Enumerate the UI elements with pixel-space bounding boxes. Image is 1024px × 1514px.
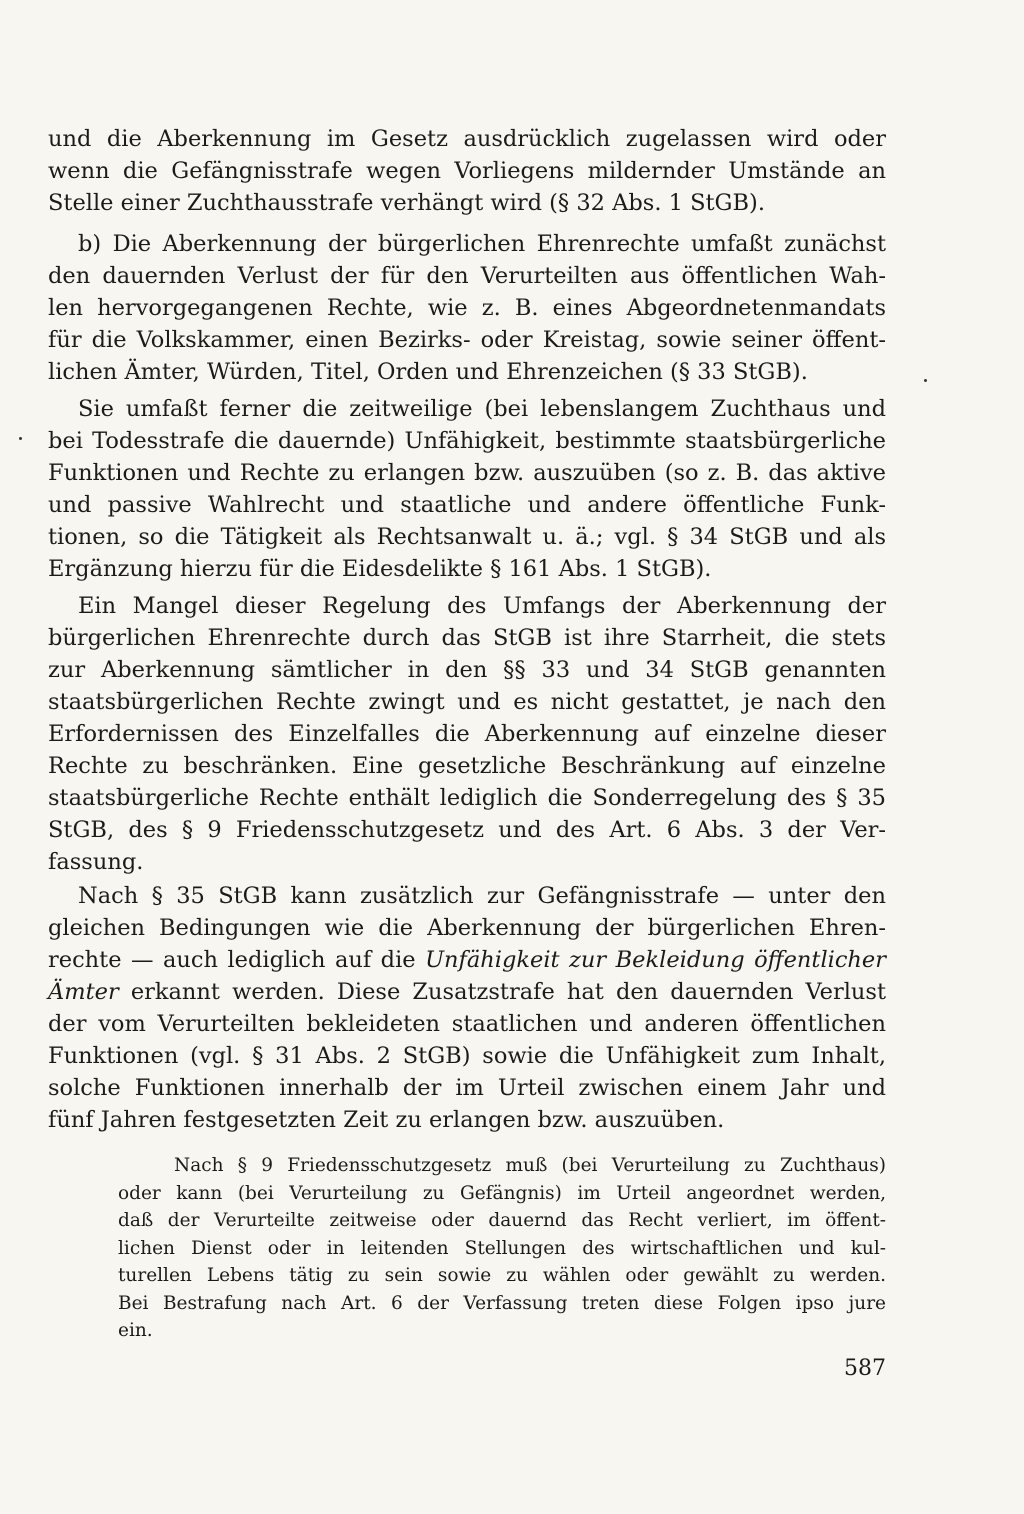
note-line: Bei Bestrafung nach Art. 6 der Verfassung treten diese Folgen ipso jure — [118, 1292, 886, 1314]
paragraph-line: Funktionen (vgl. § 31 Abs. 2 StGB) sowie die Unfähigkeit zum Inhalt, — [48, 1043, 886, 1069]
note-line: lichen Dienst oder in leitenden Stellungen des wirtschaftlichen und kul- — [118, 1237, 886, 1259]
paragraph-line: der vom Verurteilten bekleideten staatlichen und anderen öffentlichen — [48, 1011, 886, 1037]
line-text: erkannt werden. Diese Zusatzstrafe hat den dauernden Verlust — [118, 979, 886, 1005]
paragraph-2 — [48, 228, 886, 388]
paragraph-5 — [48, 880, 886, 1136]
paragraph-line: b) Die Aberkennung der bürgerlichen Ehrenrechte umfaßt zunächst — [78, 231, 886, 257]
paragraph-line: Sie umfaßt ferner die zeitweilige (bei lebenslangem Zuchthaus und — [78, 396, 886, 422]
paragraph-line: Erfordernissen des Einzelfalles die Aberkennung auf einzelne dieser — [48, 721, 886, 747]
paragraph-line: Ergänzung hierzu für die Eidesdelikte § 161 Abs. 1 StGB). — [48, 556, 712, 582]
paragraph-line: solche Funktionen innerhalb der im Urteil zwischen einem Jahr und — [48, 1075, 886, 1101]
note-line: turellen Lebens tätig zu sein sowie zu wählen oder gewählt zu werden. — [118, 1265, 886, 1286]
paragraph-line: lichen Ämter, Würden, Titel, Orden und Ehrenzeichen (§ 33 StGB). — [48, 359, 808, 385]
paragraph-line: Ein Mangel dieser Regelung des Umfangs der Aberkennung der — [78, 593, 886, 619]
print-speck — [19, 437, 22, 440]
paragraph-line: fünf Jahren festgesetzten Zeit zu erlangen bzw. auszuüben. — [48, 1107, 725, 1133]
paragraph-4 — [48, 590, 886, 878]
paragraph-line: Rechte zu beschränken. Eine gesetzliche Beschränkung auf einzelne — [48, 753, 886, 779]
paragraph-line — [48, 976, 886, 1008]
paragraph-line: wenn die Gefängnisstrafe wegen Vorliegens mildernder Umstände an — [48, 158, 886, 184]
note-line: daß der Verurteilte zeitweise oder dauernd das Recht verliert, im öffent- — [118, 1210, 886, 1231]
page-number: 587 — [844, 1356, 886, 1381]
paragraph-line: len hervorgegangenen Rechte, wie z. B. eines Abgeordnetenmandats — [48, 295, 886, 321]
paragraph-line: bei Todesstrafe die dauernde) Unfähigkeit, bestimmte staatsbürgerliche — [48, 428, 886, 454]
paragraph-line: staatsbürgerliche Rechte enthält lediglich die Sonderregelung des § 35 — [48, 785, 886, 811]
note-line: ein. — [118, 1320, 153, 1341]
paragraph-line: StGB, des § 9 Friedensschutzgesetz und des Art. 6 Abs. 3 der Ver- — [48, 817, 886, 843]
paragraph-1 — [48, 123, 886, 219]
paragraph-line: staatsbürgerlichen Rechte zwingt und es nicht gestattet, je nach den — [48, 689, 886, 715]
paragraph-line: Funktionen und Rechte zu erlangen bzw. auszuüben (so z. B. das aktive — [48, 460, 886, 486]
paragraph-3 — [48, 393, 886, 585]
line-text: rechte — auch lediglich auf die — [48, 947, 426, 973]
paragraph-line: zur Aberkennung sämtlicher in den §§ 33 und 34 StGB genannten — [48, 657, 886, 683]
paragraph-line — [48, 944, 886, 976]
paragraph-line: und die Aberkennung im Gesetz ausdrücklich zugelassen wird oder — [48, 126, 886, 152]
paragraph-line: und passive Wahlrecht und staatliche und andere öffentliche Funk- — [48, 492, 886, 518]
italic-term: Unfähigkeit zur Bekleidung öffentlicher — [425, 947, 886, 973]
small-print-note — [118, 1152, 886, 1345]
paragraph-line: bürgerlichen Ehrenrechte durch das StGB ist ihre Starrheit, die stets — [48, 625, 886, 651]
print-speck — [924, 379, 927, 382]
italic-term: Ämter — [48, 979, 119, 1005]
paragraph-line: gleichen Bedingungen wie die Aberkennung der bürgerlichen Ehren- — [48, 915, 886, 941]
paragraph-line: den dauernden Verlust der für den Verurteilten aus öffentlichen Wah- — [48, 263, 886, 289]
paragraph-line: Nach § 35 StGB kann zusätzlich zur Gefängnisstrafe — unter den — [78, 883, 886, 909]
paragraph-line: für die Volkskammer, einen Bezirks- oder Kreistag, sowie seiner öffent- — [48, 327, 886, 353]
paragraph-line: fassung. — [48, 849, 144, 875]
paragraph-line: tionen, so die Tätigkeit als Rechtsanwalt u. ä.; vgl. § 34 StGB und als — [48, 524, 886, 550]
note-line: Nach § 9 Friedensschutzgesetz muß (bei Verurteilung zu Zuchthaus) — [174, 1155, 886, 1176]
paragraph-line: Stelle einer Zuchthausstrafe verhängt wird (§ 32 Abs. 1 StGB). — [48, 190, 765, 216]
note-line: oder kann (bei Verurteilung zu Gefängnis) im Urteil angeordnet werden, — [118, 1182, 886, 1204]
